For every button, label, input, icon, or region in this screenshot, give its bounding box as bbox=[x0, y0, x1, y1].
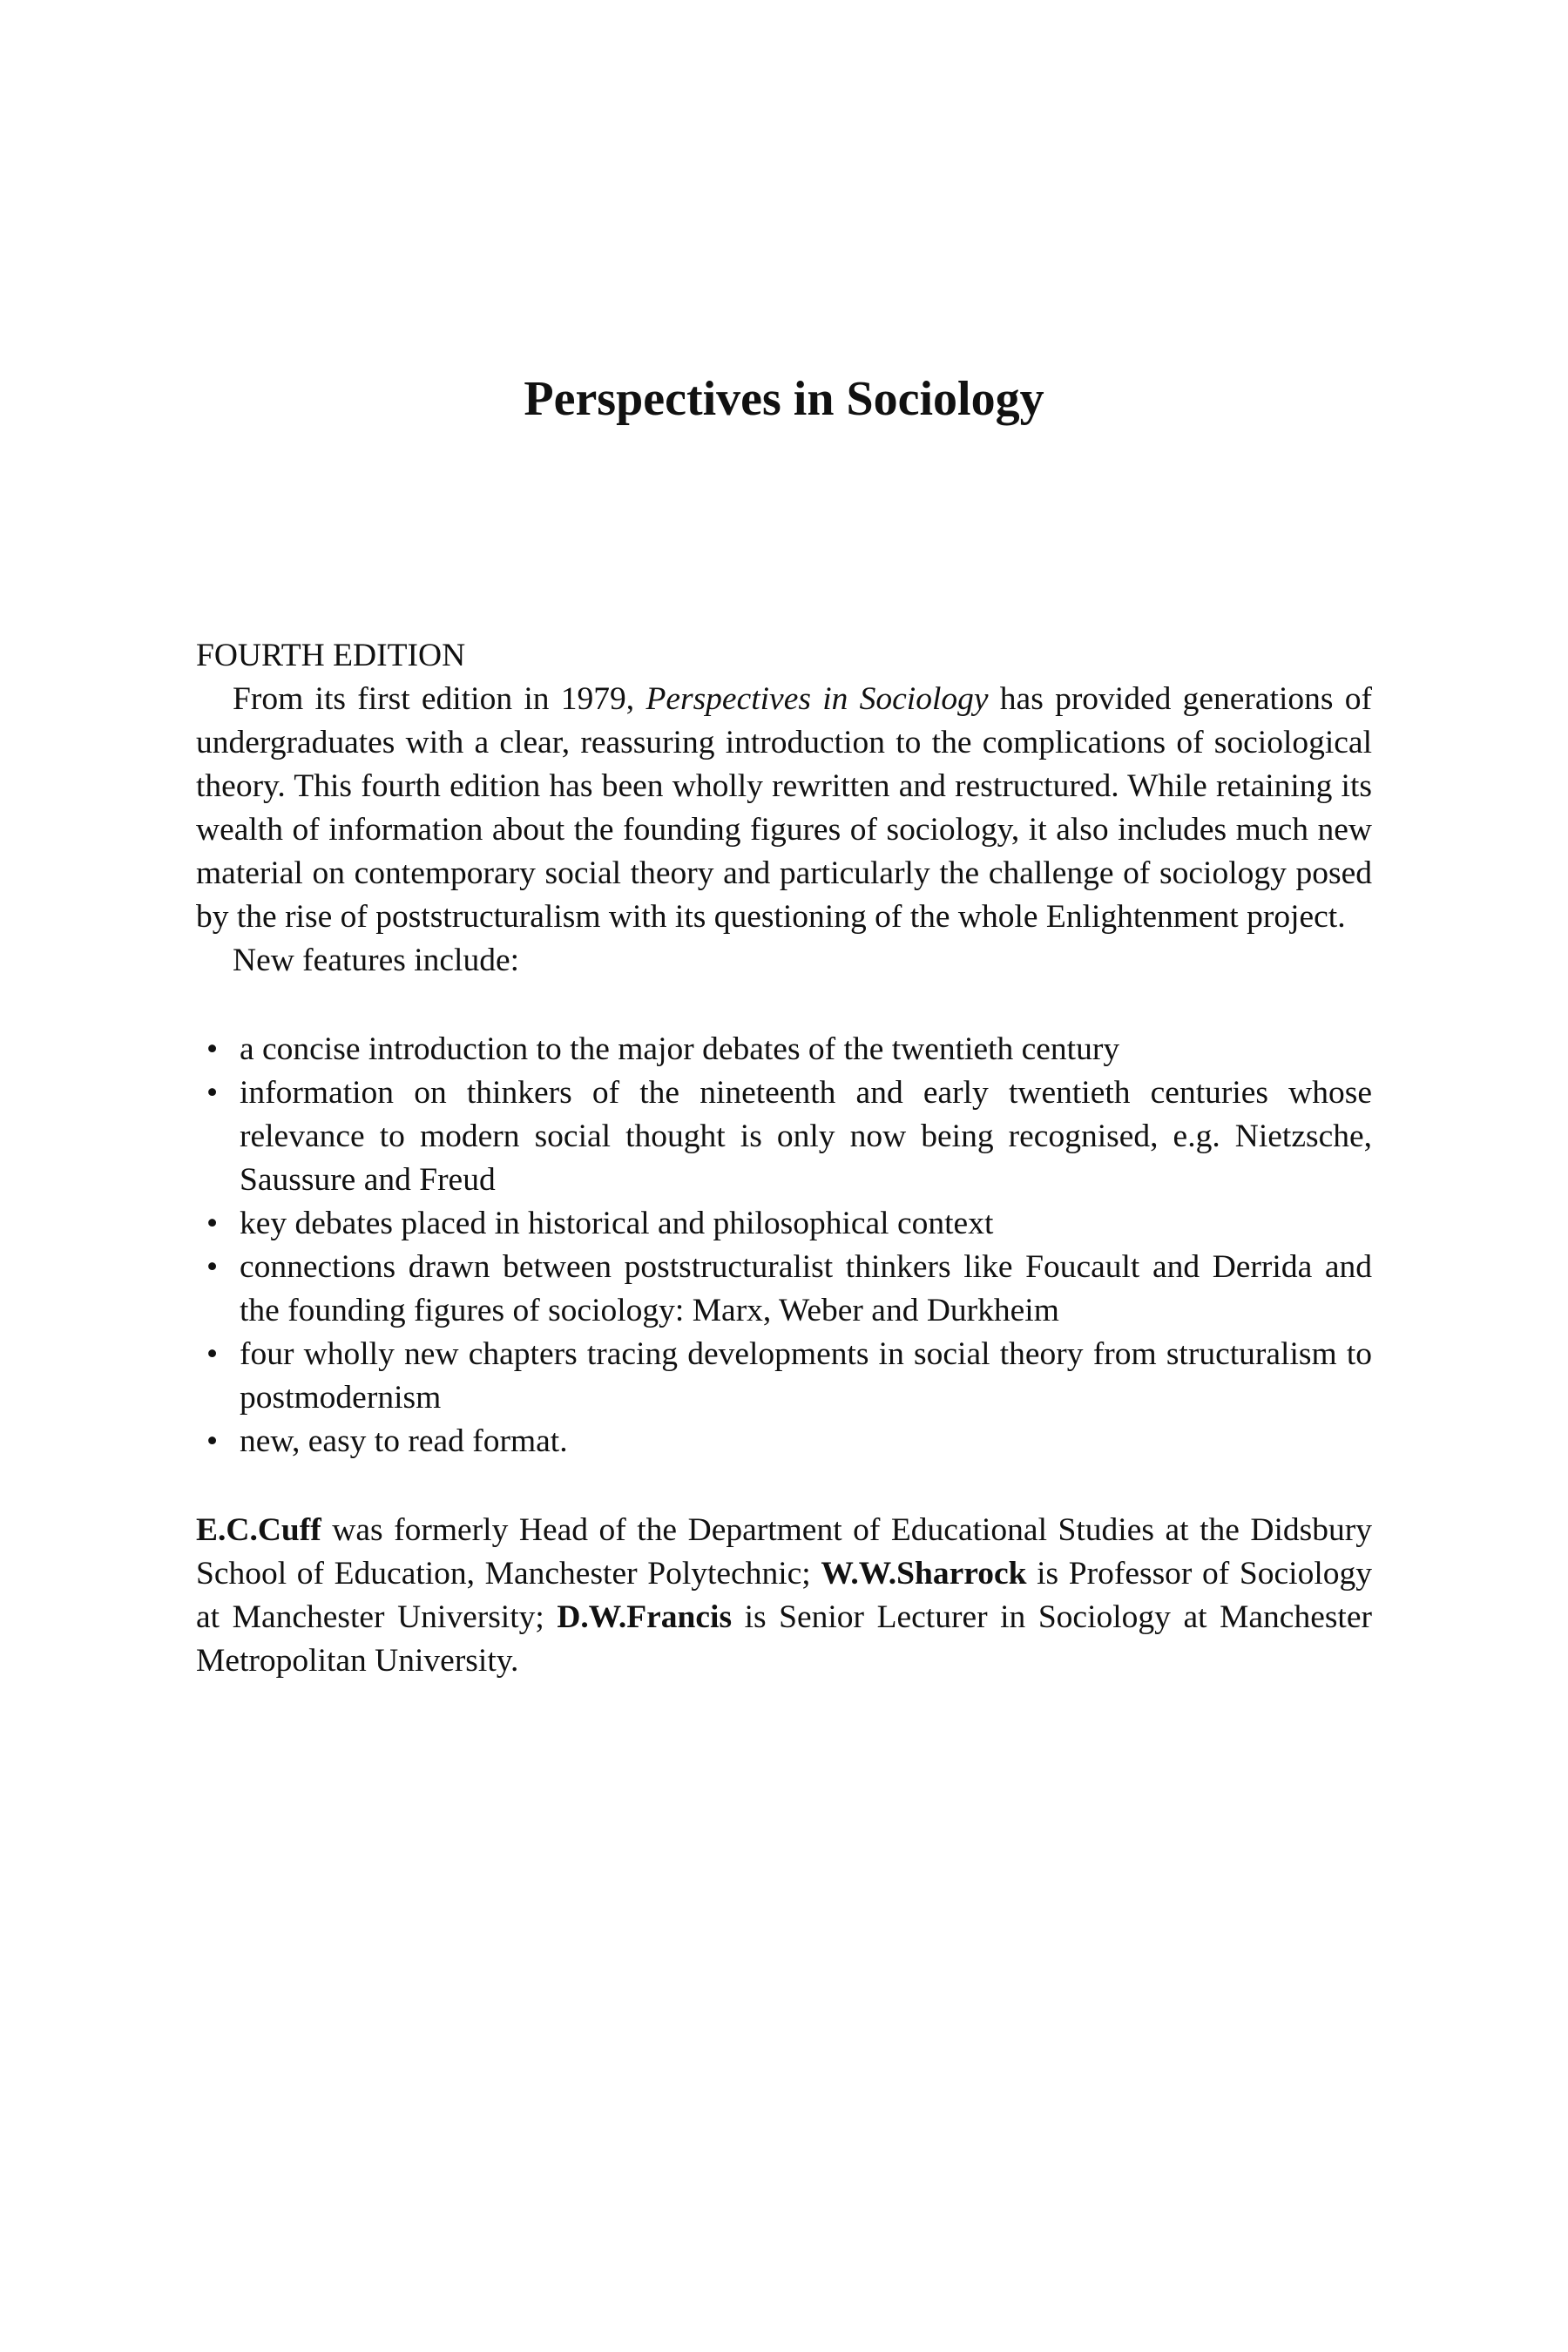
feature-text: key debates placed in historical and philosophical context bbox=[240, 1206, 994, 1241]
feature-item bbox=[196, 1246, 1372, 1333]
description-text-start: From its first edition in 1979, bbox=[233, 681, 646, 717]
feature-text: new, easy to read format. bbox=[240, 1423, 568, 1459]
description-book-title: Perspectives in Sociology bbox=[645, 681, 989, 717]
author-bio-sharrock: is Professor of Sociology at Manchester University; bbox=[196, 1556, 1372, 1635]
bullet-icon: • bbox=[206, 1206, 219, 1241]
bullet-icon: • bbox=[206, 1031, 219, 1067]
feature-item bbox=[196, 1420, 1372, 1463]
bullet-icon: • bbox=[206, 1075, 219, 1111]
description-paragraph bbox=[196, 678, 1372, 939]
description-text-end: has provided generations of undergraduates with a clear, reassuring introduction to the complications of sociological theory. This fourth edition has been wholly rewritten and restructured. While retaining its wealth of information about the founding figures of sociology, it also includes much new material on contemporary social theory and particularly the challenge of sociology posed by the rise of poststructuralism with its questioning of the whole Enlightenment project. bbox=[196, 681, 1372, 935]
feature-item bbox=[196, 1333, 1372, 1420]
author-name-cuff: E.C.Cuff bbox=[196, 1512, 321, 1548]
author-name-francis: D.W.Francis bbox=[557, 1599, 733, 1635]
feature-item bbox=[196, 1202, 1372, 1246]
features-intro: New features include: bbox=[233, 943, 520, 978]
feature-text: information on thinkers of the nineteenth and early twentieth centuries whose relevance to modern social thought is only now being recognised, e.g. Nietzsche, Saussure and Freud bbox=[240, 1075, 1372, 1198]
bullet-icon: • bbox=[206, 1336, 219, 1372]
bullet-icon: • bbox=[206, 1249, 219, 1285]
book-title: Perspectives in Sociology bbox=[524, 372, 1044, 426]
bullet-icon: • bbox=[206, 1423, 219, 1459]
feature-text: connections drawn between poststructuralist thinkers like Foucault and Derrida and the founding figures of sociology: Marx, Weber and Durkheim bbox=[240, 1249, 1372, 1328]
feature-item bbox=[196, 1028, 1372, 1071]
author-name-sharrock: W.W.Sharrock bbox=[821, 1556, 1027, 1592]
edition-label: FOURTH EDITION bbox=[196, 638, 466, 673]
feature-text: four wholly new chapters tracing developments in social theory from structuralism to postmodernism bbox=[240, 1336, 1372, 1416]
feature-item bbox=[196, 1071, 1372, 1202]
author-bio-francis: is Senior Lecturer in Sociology at Manchester Metropolitan University. bbox=[196, 1599, 1372, 1679]
author-bio-cuff: was formerly Head of the Department of Educational Studies at the Didsbury School of Education, Manchester Polytechnic; bbox=[196, 1512, 1372, 1592]
features-list bbox=[196, 1028, 1372, 1463]
feature-text: a concise introduction to the major debates of the twentieth century bbox=[240, 1031, 1120, 1067]
author-bios bbox=[196, 1509, 1372, 1683]
blurb-content bbox=[196, 634, 1372, 1683]
